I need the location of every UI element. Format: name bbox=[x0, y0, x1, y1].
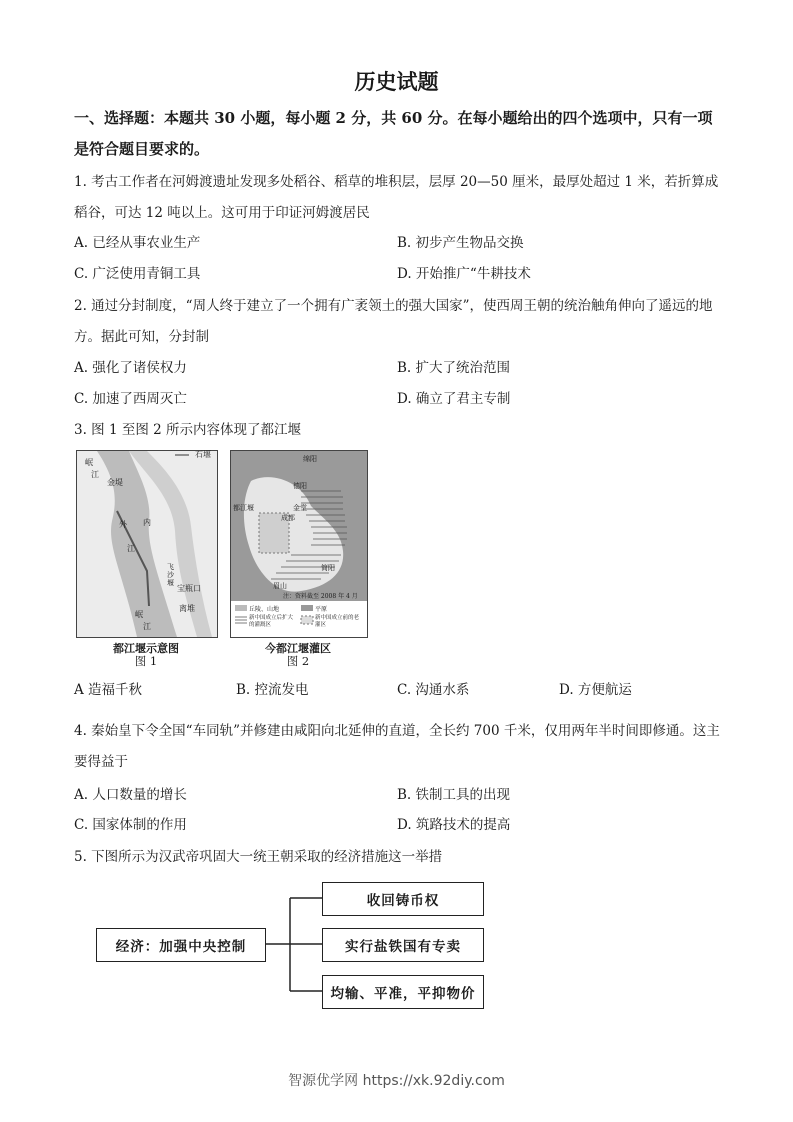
diagram-branch-box: 收回铸币权 bbox=[322, 882, 484, 916]
fig1-label: 内 bbox=[143, 518, 151, 527]
q2-option-a[interactable]: A. 强化了诸侯权力 bbox=[74, 360, 187, 376]
fig2-source: 注：资料截至 2008 年 4 月 bbox=[283, 593, 358, 600]
page-title: 历史试题 bbox=[354, 69, 439, 94]
q3-option-b[interactable]: B. 控流发电 bbox=[236, 682, 309, 698]
fig2-label: 德阳 bbox=[293, 482, 307, 490]
q1-option-c[interactable]: C. 广泛使用青铜工具 bbox=[74, 266, 201, 282]
fig1-caption: 都江堰示意图 bbox=[113, 642, 179, 655]
fig2-label: 成都 bbox=[281, 514, 295, 522]
q1-option-a[interactable]: A. 已经从事农业生产 bbox=[74, 235, 201, 251]
q4-option-c[interactable]: C. 国家体制的作用 bbox=[74, 817, 187, 833]
fig1-label: 岷 bbox=[85, 458, 93, 467]
question-1-stem: 1. 考古工作者在河姆渡遗址发现多处稻谷、稻草的堆积层，层厚 20—50 厘米，最厚处超过 1 米，若折算成稻谷，可达 12 吨以上。这可用于印证河姆渡居民 bbox=[74, 174, 719, 221]
fig2-label: 眉山 bbox=[273, 582, 287, 590]
fig2-number: 图 2 bbox=[286, 654, 310, 668]
question-5-stem: 5. 下图所示为汉武帝巩固大一统王朝采取的经济措施这一举措 bbox=[74, 849, 443, 865]
fig2-label: 都江堰 bbox=[233, 504, 254, 512]
fig2-label: 金堂 bbox=[293, 504, 307, 512]
fig2-label: 简阳 bbox=[321, 564, 335, 572]
question-2-stem: 2. 通过分封制度，“周人终于建立了一个拥有广袤领土的强大国家”，使西周王朝的统治触角伸向了遥远的地方。据此可知，分封制 bbox=[74, 298, 713, 345]
section-heading: 一、选择题：本题共 30 小题，每小题 2 分，共 60 分。在每小题给出的四个选项中，只有一项是符合题目要求的。 bbox=[74, 109, 713, 158]
fig2-label: 绵阳 bbox=[303, 455, 317, 463]
question-4-stem: 4. 秦始皇下令全国“车同轨”并修建由咸阳向北延伸的直道，全长约 700 千米，仅用两年半时间即修通。这主要得益于 bbox=[74, 723, 720, 770]
q2-option-d[interactable]: D. 确立了君主专制 bbox=[397, 391, 511, 407]
fig2-legend-item: 新中国成立前的老灌区 bbox=[315, 615, 360, 628]
fig2-legend-item: 新中国成立后扩大的灌溉区 bbox=[249, 615, 294, 628]
fig1-label: 宝瓶口 bbox=[177, 584, 201, 593]
diagram-root-box: 经济：加强中央控制 bbox=[96, 928, 266, 962]
question-3-stem: 3. 图 1 至图 2 所示内容体现了都江堰 bbox=[74, 422, 302, 438]
fig2-caption: 今都江堰灌区 bbox=[265, 642, 331, 655]
diagram-branch-box: 实行盐铁国有专卖 bbox=[322, 928, 484, 962]
diagram-branch-box: 均输、平准，平抑物价 bbox=[322, 975, 484, 1009]
fig1-label: 飞沙堰 bbox=[167, 563, 174, 587]
fig2-legend-item: 平原 bbox=[315, 606, 328, 613]
fig1-legend: 石堰 bbox=[195, 450, 211, 459]
fig1-label: 江 bbox=[143, 622, 151, 631]
q4-option-a[interactable]: A. 人口数量的增长 bbox=[74, 787, 187, 803]
fig1-label: 离堆 bbox=[179, 604, 195, 613]
q4-option-b[interactable]: B. 铁制工具的出现 bbox=[397, 787, 511, 803]
q3-option-c[interactable]: C. 沟通水系 bbox=[397, 682, 470, 698]
fig1-label: 外 bbox=[119, 520, 127, 529]
q3-option-a[interactable]: A 造福千秋 bbox=[74, 682, 143, 698]
q1-option-d[interactable]: D. 开始推广“牛耕技术 bbox=[397, 266, 531, 282]
q4-option-d[interactable]: D. 筑路技术的提高 bbox=[397, 817, 511, 833]
footer-watermark: 智源优学网 https://xk.92diy.com bbox=[288, 1073, 505, 1089]
q2-option-b[interactable]: B. 扩大了统治范围 bbox=[397, 360, 511, 376]
q3-option-d[interactable]: D. 方便航运 bbox=[559, 682, 632, 698]
fig1-label: 江 bbox=[127, 544, 135, 553]
fig1-label: 岷 bbox=[135, 610, 143, 619]
q1-option-b[interactable]: B. 初步产生物品交换 bbox=[397, 235, 524, 251]
q2-option-c[interactable]: C. 加速了西周灭亡 bbox=[74, 391, 187, 407]
fig1-label: 金堤 bbox=[107, 478, 123, 487]
fig2-legend-item: 丘陵、山地 bbox=[249, 606, 280, 613]
fig1-label: 江 bbox=[91, 470, 99, 479]
fig1-number: 图 1 bbox=[134, 654, 158, 668]
